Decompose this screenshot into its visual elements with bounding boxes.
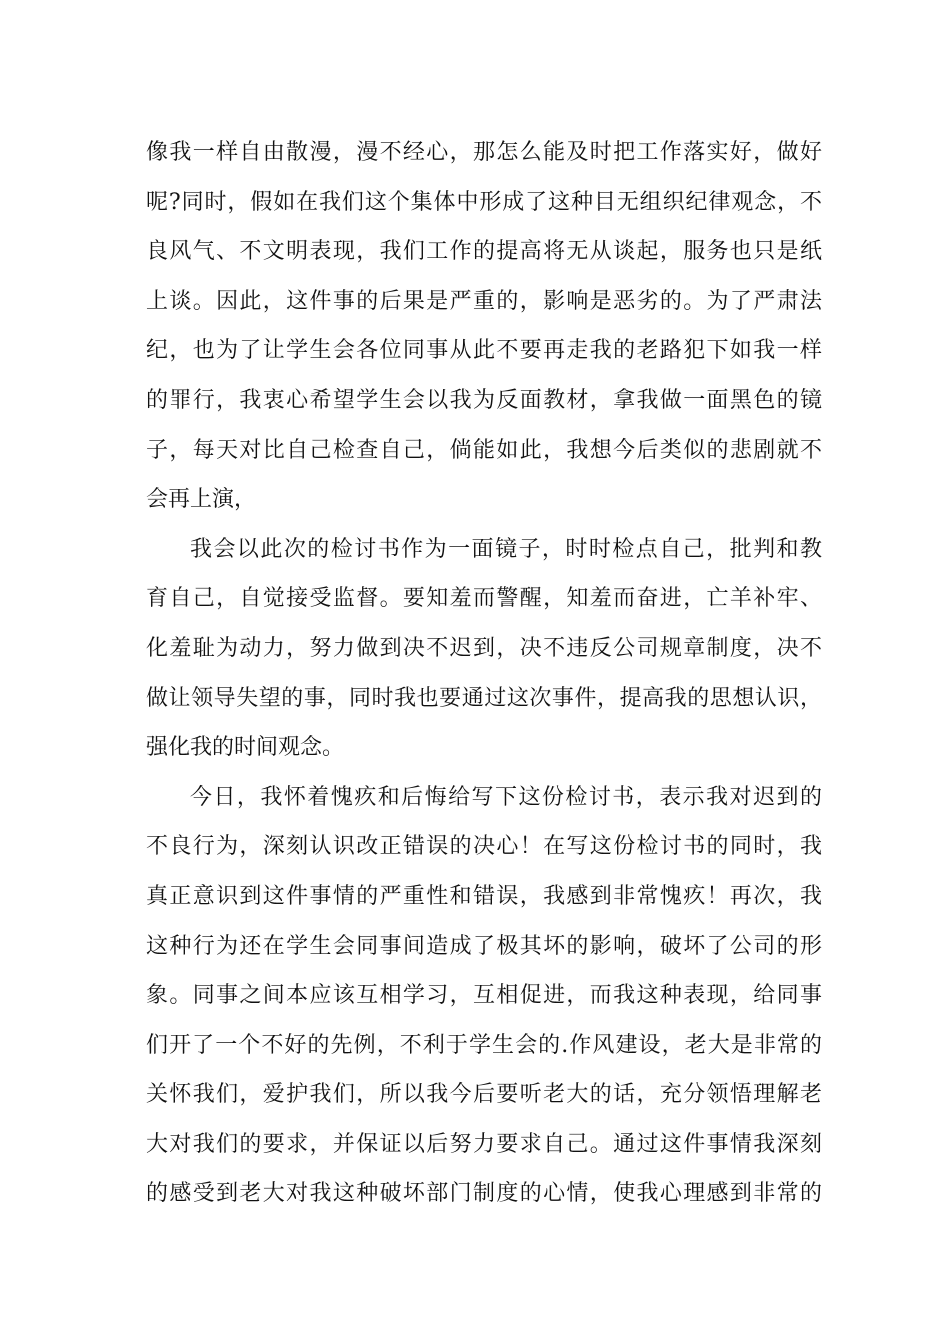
paragraph-3 — [146, 773, 822, 1219]
text-line: 不良行为，深刻认识改正错误的决心！在写这份检讨书的同时，我 — [146, 834, 822, 860]
text-line: 大对我们的要求，并保证以后努力要求自己。通过这件事情我深刻 — [146, 1131, 822, 1157]
paragraph-2 — [146, 525, 822, 773]
text-line: 强化我的时间观念。 — [146, 735, 345, 761]
text-line: 会再上演， — [146, 487, 257, 513]
text-line: 们开了一个不好的先例，不利于学生会的.作风建设，老大是非常的 — [146, 1032, 822, 1058]
text-line: 这种行为还在学生会同事间造成了极其坏的影响，破坏了公司的形 — [146, 933, 822, 959]
text-line: 关怀我们，爱护我们，所以我今后要听老大的话，充分领悟理解老 — [146, 1082, 822, 1108]
paragraph-1 — [146, 128, 822, 525]
text-line: 做让领导失望的事，同时我也要通过这次事件，提高我的思想认识， — [146, 685, 822, 711]
text-line: 化羞耻为动力，努力做到决不迟到，决不违反公司规章制度，决不 — [146, 635, 822, 661]
text-line: 我会以此次的检讨书作为一面镜子，时时检点自己，批判和教 — [190, 536, 822, 562]
text-line: 呢?同时，假如在我们这个集体中形成了这种目无组织纪律观念，不 — [146, 189, 822, 215]
text-line: 良风气、不文明表现，我们工作的提高将无从谈起，服务也只是纸 — [146, 239, 822, 265]
text-line: 育自己，自觉接受监督。要知羞而警醒，知羞而奋进，亡羊补牢、 — [146, 586, 822, 612]
text-line: 的罪行，我衷心希望学生会以我为反面教材，拿我做一面黑色的镜 — [146, 387, 822, 413]
text-line: 子，每天对比自己检查自己，倘能如此，我想今后类似的悲剧就不 — [146, 437, 822, 463]
text-line: 今日，我怀着愧疚和后悔给写下这份检讨书，表示我对迟到的 — [190, 784, 822, 810]
document-body — [146, 128, 822, 1219]
text-line: 纪，也为了让学生会各位同事从此不要再走我的老路犯下如我一样 — [146, 338, 822, 364]
text-line: 像我一样自由散漫，漫不经心，那怎么能及时把工作落实好，做好 — [146, 140, 822, 165]
text-line: 的感受到老大对我这种破坏部门制度的心情，使我心理感到非常的 — [146, 1181, 822, 1207]
text-line: 象。同事之间本应该互相学习，互相促进，而我这种表现，给同事 — [146, 983, 822, 1009]
text-line: 上谈。因此，这件事的后果是严重的，影响是恶劣的。为了严肃法 — [146, 288, 822, 314]
text-line: 真正意识到这件事情的严重性和错误，我感到非常愧疚！再次，我 — [146, 883, 822, 909]
